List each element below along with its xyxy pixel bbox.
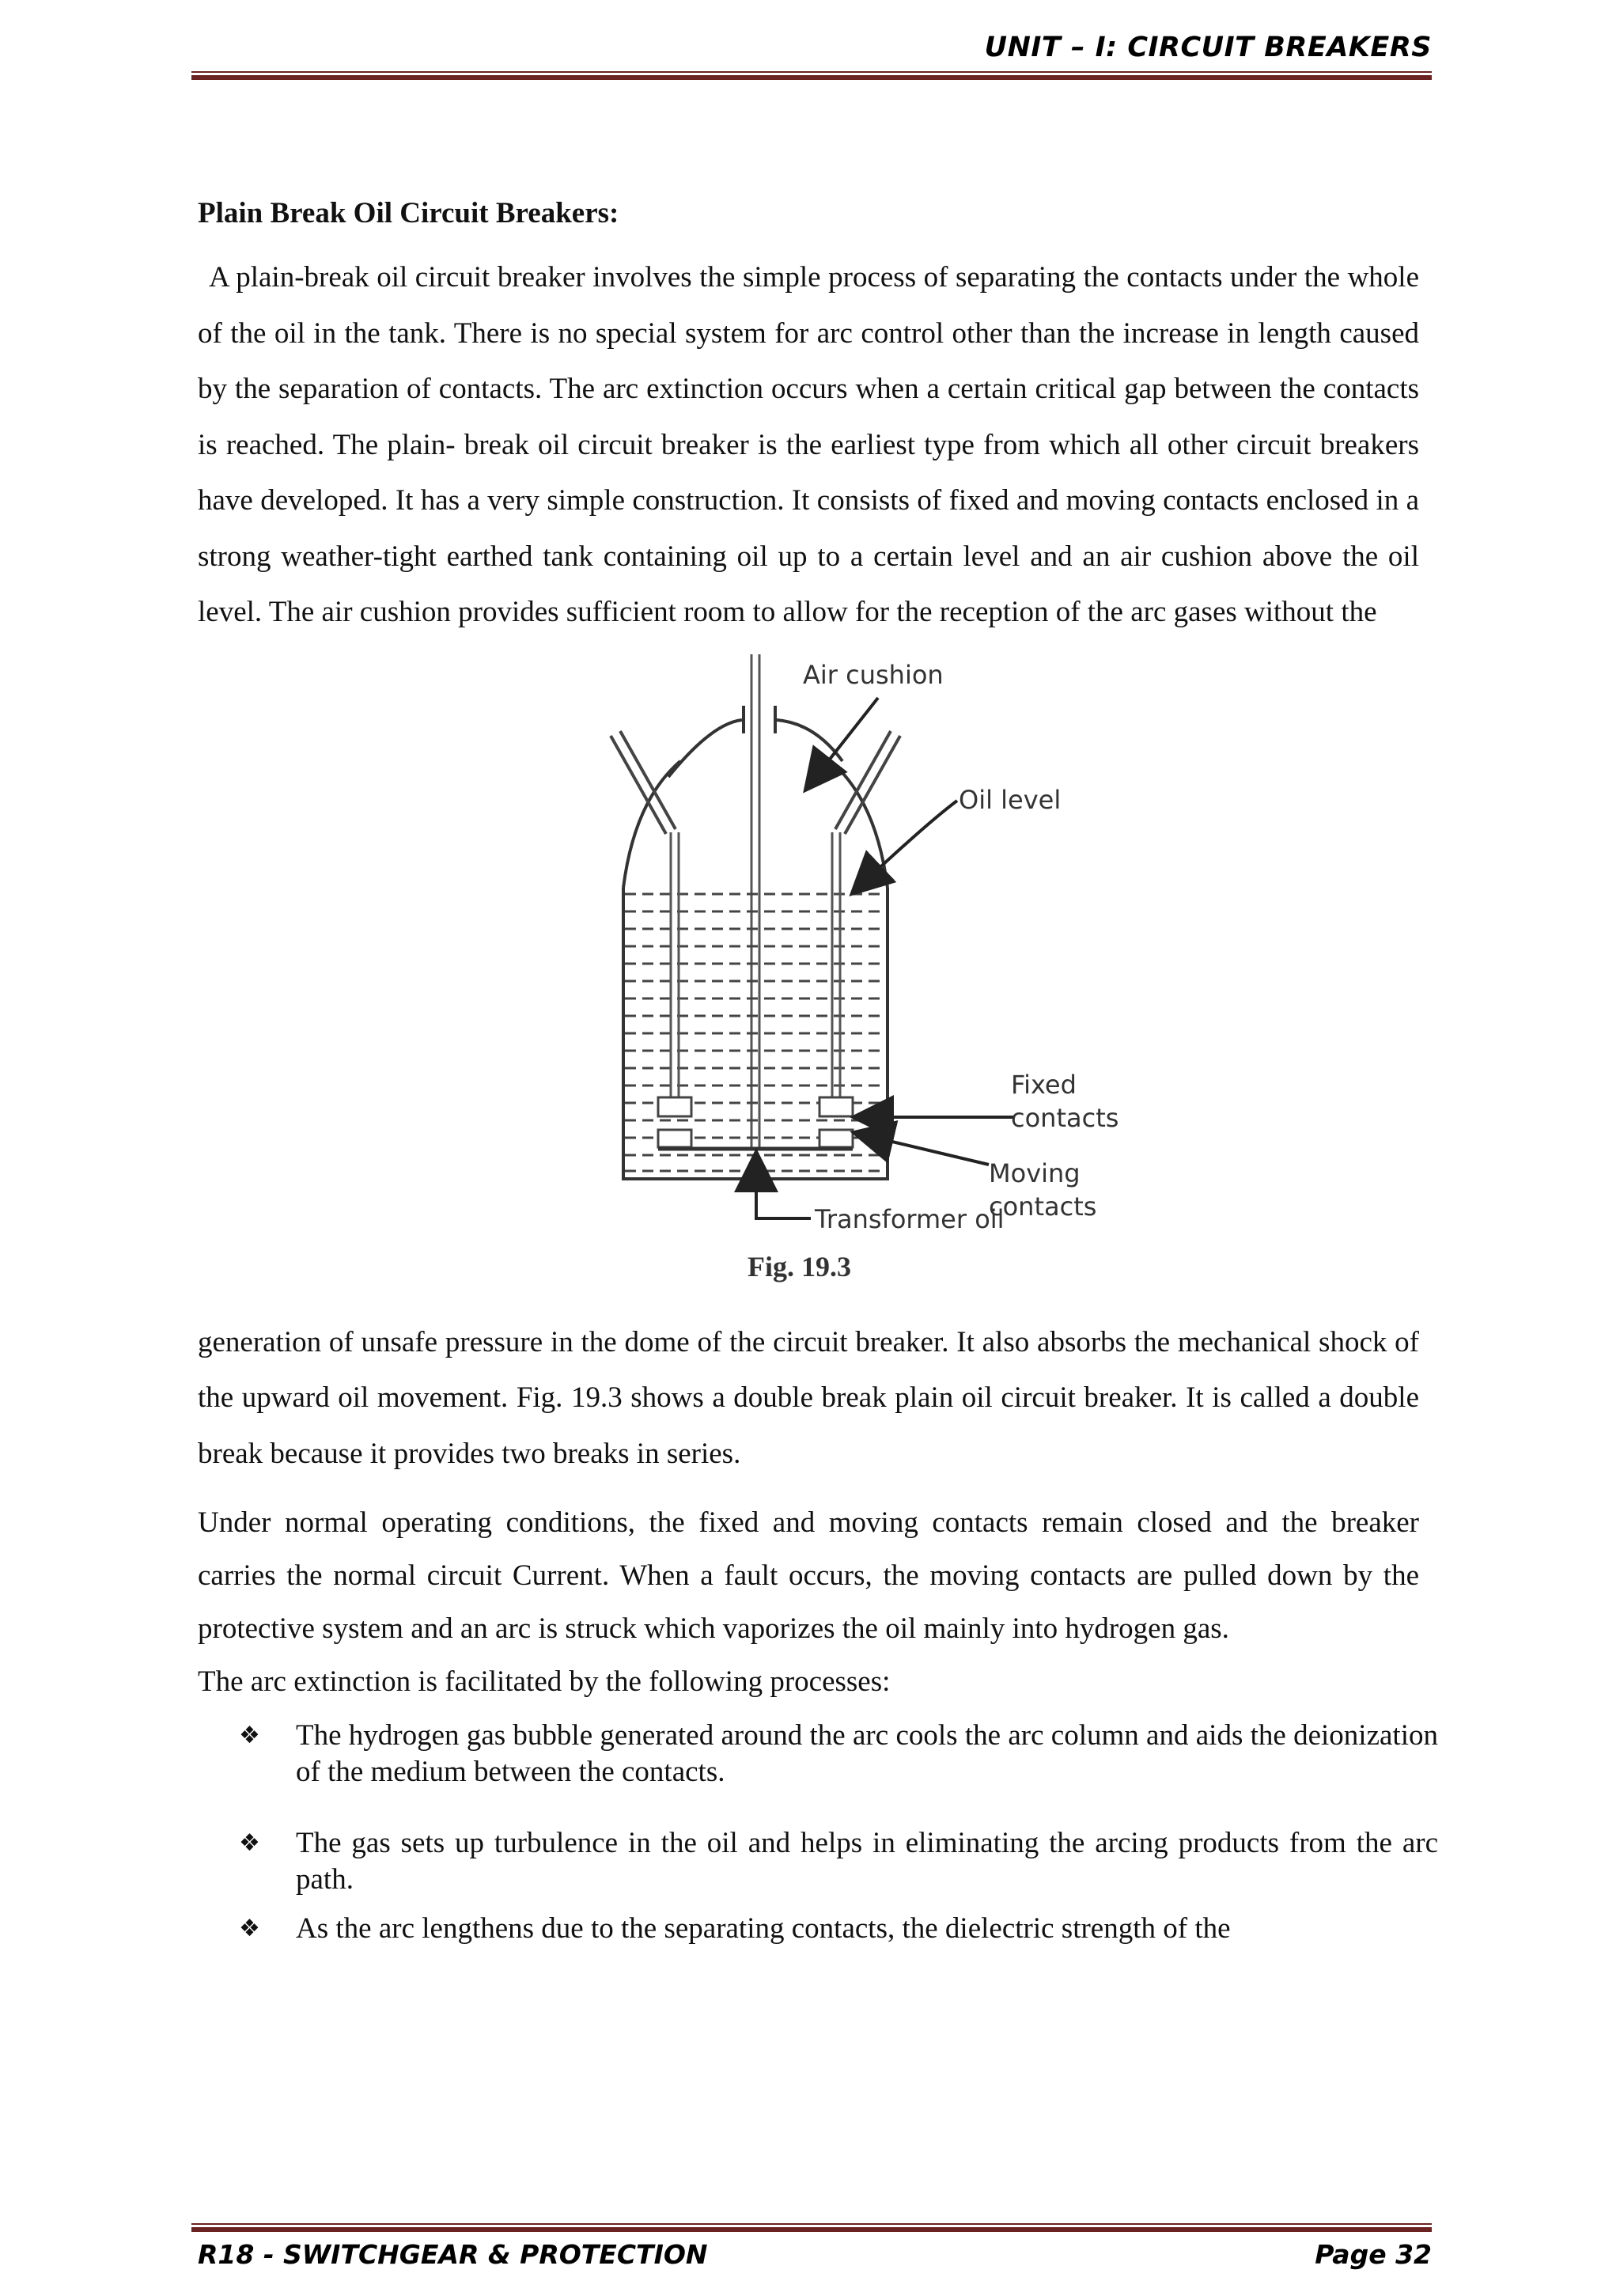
section-heading: Plain Break Oil Circuit Breakers:: [198, 197, 619, 229]
figure-caption: Fig. 19.3: [748, 1250, 851, 1283]
header-rule-thin: [191, 71, 1432, 73]
label-moving-1: Moving: [989, 1157, 1081, 1188]
moving-contact-right: [819, 1130, 853, 1147]
label-air-cushion: Air cushion: [803, 659, 944, 690]
moving-contact-left: [658, 1130, 691, 1147]
transformer-oil-arrow: [756, 1161, 811, 1218]
paragraph-processes: The arc extinction is facilitated by the following processes:: [198, 1665, 891, 1698]
list-item: [239, 1718, 1438, 1790]
paragraph-intro: A plain-break oil circuit breaker involves the simple process of separating the contacts under the whole of the oil in the tank. There is no special system for arc control other than the increase in length caused by the separation of contacts. The arc extinction occurs when a certain critical gap between the contacts is reached. The plain- break oil circuit breaker is the earliest type from which all other circuit breakers have developed. It has a very simple construction. It consists of fixed and moving contacts enclosed in a strong weather-tight earthed tank containing oil up to a certain level and an air cushion above the oil level. The air cushion provides sufficient room to allow for the reception of the arc gases without the: [198, 261, 1419, 628]
page-content: [198, 191, 1438, 1982]
diamond-bullet-icon: ❖: [239, 1722, 260, 1749]
footer-rule-thick: [191, 2227, 1432, 2232]
label-transformer-oil: Transformer oil: [815, 1203, 1005, 1234]
breaker-diagram: [593, 650, 1163, 1252]
list-item-text: The gas sets up turbulence in the oil and helps in eliminating the arcing products from the arc path.: [296, 1827, 1438, 1896]
paragraph-dome: generation of unsafe pressure in the dome of the circuit breaker. It also absorbs the mechanical shock of the upward oil movement. Fig. 19.3 shows a double break plain oil circuit breaker. It is called a double break because it provides two breaks in series.: [198, 1325, 1419, 1470]
footer-page-number: Page 32: [1315, 2239, 1432, 2270]
list-item-text: As the arc lengthens due to the separating contacts, the dielectric strength of the: [296, 1912, 1231, 1945]
footer-course: R18 - SWITCHGEAR & PROTECTION: [198, 2239, 708, 2270]
left-bushing: [611, 731, 676, 834]
paragraph-operation: Under normal operating conditions, the fixed and moving contacts remain closed and the breaker carries the normal circuit Current. When a fault occurs, the moving contacts are pulled down by the protective system and an arc is struck which vaporizes the oil mainly into hydrogen gas.: [198, 1506, 1419, 1645]
moving-contacts-arrow: [862, 1135, 989, 1165]
diamond-bullet-icon: ❖: [239, 1829, 260, 1857]
label-moving-2: contacts: [989, 1191, 1097, 1222]
header-title: UNIT – I: CIRCUIT BREAKERS: [984, 32, 1432, 63]
footer-rule-thin: [191, 2223, 1432, 2225]
header-rule-thick: [191, 75, 1432, 80]
label-oil-level: Oil level: [959, 784, 1062, 815]
label-fixed-2: contacts: [1011, 1102, 1119, 1133]
diamond-bullet-icon: ❖: [239, 1915, 260, 1942]
list-item: [239, 1825, 1438, 1898]
left-conductor: [671, 832, 679, 1097]
process-list: [198, 1718, 1438, 1947]
motion-arc: [668, 720, 742, 777]
fixed-contact-left: [658, 1097, 691, 1116]
figure-oil-circuit-breaker: [198, 650, 1419, 1304]
fixed-contact-right: [819, 1097, 853, 1116]
list-item-text: The hydrogen gas bubble generated around the arc cools the arc column and aids the deionization of the medium between the contacts.: [296, 1719, 1438, 1788]
label-fixed-1: Fixed: [1011, 1069, 1077, 1100]
oil-level-arrow: [858, 801, 957, 888]
operating-rod: [751, 654, 759, 1149]
right-bushing: [835, 731, 900, 834]
tank-dome: [623, 761, 888, 888]
list-item: [239, 1911, 1438, 1947]
